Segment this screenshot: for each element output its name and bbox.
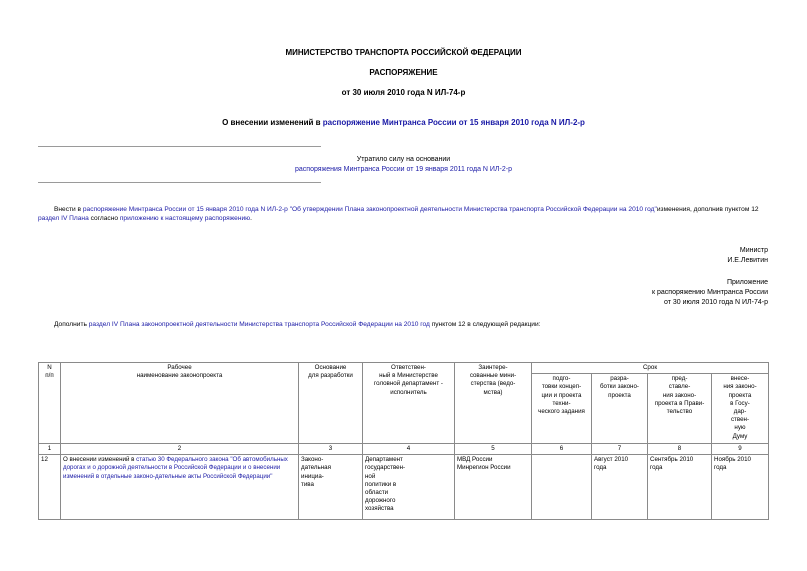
document-title xyxy=(0,118,807,127)
plan-table xyxy=(38,362,769,520)
p1-link-appendix[interactable]: приложению к настоящему распоряжению xyxy=(119,215,251,222)
p1-text-c: согласно xyxy=(88,215,120,222)
header-name: Рабочее наименование законопроекта xyxy=(61,363,299,444)
row-n: 12 xyxy=(39,455,61,520)
status-line: Утратило силу на основании xyxy=(356,156,451,163)
header-interested: Заинтере- сованные мини- стерства (ведо- мства) xyxy=(455,363,532,444)
header-term-development: разра- ботки законо- проекта xyxy=(592,374,648,444)
appendix-line-2: к распоряжению Минтранса России xyxy=(651,289,768,296)
signature-name: И.Е.Левитин xyxy=(727,257,768,264)
amend-link[interactable]: раздел IV Плана законопроектной деятельности Министерства транспорта Российской Федерации на 2010 год xyxy=(88,321,430,328)
p1-text-d: . xyxy=(250,215,252,222)
main-paragraph xyxy=(38,205,768,223)
col-number-1: 1 xyxy=(39,444,61,455)
header-n: N п/п xyxy=(39,363,61,444)
document-type: РАСПОРЯЖЕНИЕ xyxy=(369,68,438,77)
col-number-4: 4 xyxy=(363,444,455,455)
col-number-9: 9 xyxy=(712,444,769,455)
col-number-7: 7 xyxy=(592,444,648,455)
p1-link-plan[interactable]: "Об утверждении Плана законопроектной деятельности Министерства транспорта Российской Федерации на 2010 год" xyxy=(287,206,657,213)
ministry-heading: МИНИСТЕРСТВО ТРАНСПОРТА РОССИЙСКОЙ ФЕДЕРАЦИИ xyxy=(285,48,522,57)
col-number-2: 2 xyxy=(61,444,299,455)
row-term-development: Август 2010 года xyxy=(592,455,648,520)
row-name xyxy=(61,455,299,520)
col-number-3: 3 xyxy=(299,444,363,455)
row-term-concept xyxy=(532,455,592,520)
divider-top xyxy=(38,146,321,147)
header-term-concept: подго- товки концеп- ции и проекта техни- ческого задания xyxy=(532,374,592,444)
row-name-link[interactable]: статью 30 Федерального закона "Об автомобильных дорогах и о дорожной деятельности в Российской Федерации и о внесении изменений в отдельные законо-дательные акты Российской Федерации" xyxy=(63,456,288,480)
row-basis: Законо- дательная инициа- тива xyxy=(299,455,363,520)
header-term-duma: внесе- ния законо- проекта в Госу- дар- ствен- ную Думу xyxy=(712,374,769,444)
p1-text-a: Внести в xyxy=(54,206,83,213)
divider-bottom xyxy=(38,182,321,183)
p1-text-b: изменения, дополнив пунктом 12 xyxy=(656,206,759,213)
amend-paragraph xyxy=(54,320,768,329)
title-link[interactable]: распоряжение Минтранса России от 15 января 2010 года N ИЛ-2-р xyxy=(322,118,585,127)
p1-link-order[interactable]: распоряжение Минтранса России от 15 января 2010 года N ИЛ-2-р xyxy=(82,206,288,213)
col-number-5: 5 xyxy=(455,444,532,455)
signature-position: Министр xyxy=(739,247,768,254)
row-responsible: Департамент государствен- ной политики в области дорожного хозяйства xyxy=(363,455,455,520)
row-name-text: О внесении изменений в xyxy=(63,456,137,464)
row-interested: МВД России Минрегион России xyxy=(455,455,532,520)
header-responsible: Ответствен- ный в Министерстве головной департамент - исполнитель xyxy=(363,363,455,444)
appendix-line-3: от 30 июля 2010 года N ИЛ-74-р xyxy=(664,299,768,306)
col-number-6: 6 xyxy=(532,444,592,455)
row-term-duma: Ноябрь 2010 года xyxy=(712,455,769,520)
amend-text-a: Дополнить xyxy=(54,321,89,328)
appendix-line-1: Приложение xyxy=(726,279,768,286)
p1-link-section[interactable]: раздел IV Плана xyxy=(38,215,89,222)
header-term-government: пред- ставле- ния законо- проекта в Прави- тельство xyxy=(648,374,712,444)
header-basis: Основание для разработки xyxy=(299,363,363,444)
title-prefix: О внесении изменений в xyxy=(222,118,323,127)
document-date-number: от 30 июля 2010 года N ИЛ-74-р xyxy=(341,88,466,97)
amend-text-b: пунктом 12 в следующей редакции: xyxy=(429,321,541,328)
header-term: Срок xyxy=(532,363,769,374)
status-link[interactable]: распоряжения Минтранса России от 19 января 2011 года N ИЛ-2-р xyxy=(295,166,512,173)
col-number-8: 8 xyxy=(648,444,712,455)
table-row xyxy=(39,455,769,520)
row-term-government: Сентябрь 2010 года xyxy=(648,455,712,520)
